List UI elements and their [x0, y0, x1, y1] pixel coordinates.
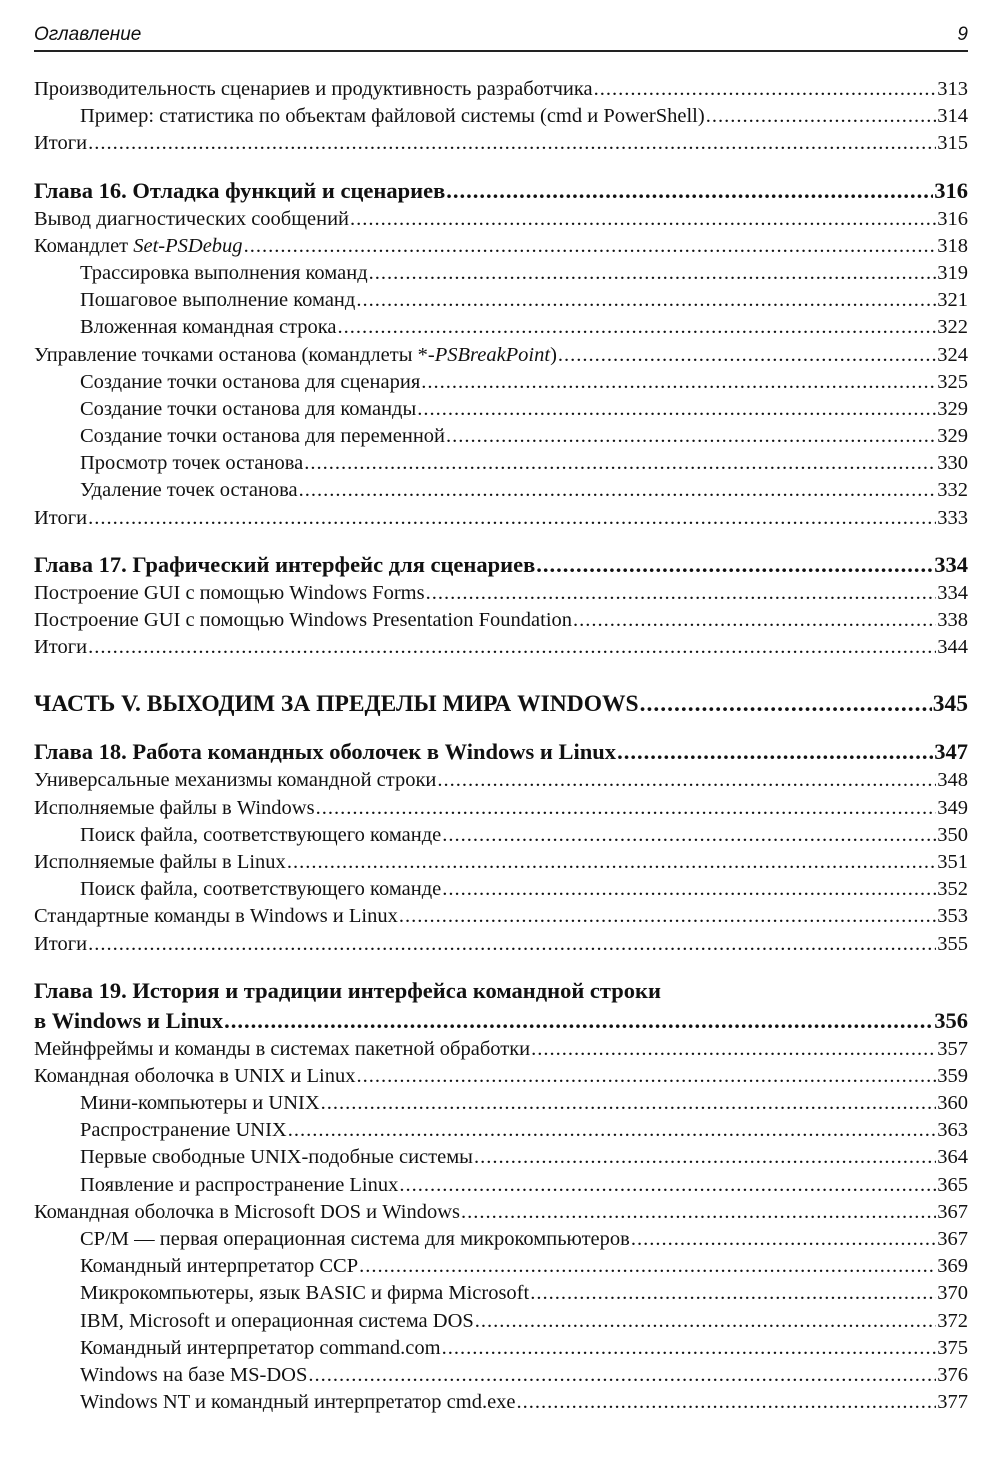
page-number: 9: [957, 24, 968, 45]
toc-entry[interactable]: Мейнфреймы и команды в системах пакетной обработки ..... 357: [34, 1036, 968, 1063]
toc-entry[interactable]: Первые свободные UNIX-подобные системы ..... 364: [34, 1144, 968, 1171]
toc-entry[interactable]: Итоги ..... 344: [34, 634, 968, 661]
toc-chapter-18[interactable]: Глава 18. Работа командных оболочек в Windows и Linux ..... 347: [34, 737, 968, 767]
toc-entry[interactable]: Итоги ..... 355: [34, 931, 968, 958]
running-title: Оглавление: [34, 24, 142, 45]
toc-entry[interactable]: Стандартные команды в Windows и Linux ..... 353: [34, 903, 968, 930]
toc-entry[interactable]: Микрокомпьютеры, язык BASIC и фирма Microsoft ..... 370: [34, 1280, 968, 1307]
toc-entry[interactable]: Создание точки останова для команды ..... 329: [34, 396, 968, 423]
toc-entry[interactable]: Появление и распространение Linux ..... 365: [34, 1172, 968, 1199]
toc-entry[interactable]: Поиск файла, соответствующего команде ..... 350: [34, 822, 968, 849]
toc-chapter-17[interactable]: Глава 17. Графический интерфейс для сценариев ..... 334: [34, 550, 968, 580]
toc-entry[interactable]: Итоги ..... 315: [34, 130, 968, 157]
toc-chapter-19[interactable]: в Windows и Linux ..... 356: [34, 1006, 968, 1036]
toc-part-5[interactable]: ЧАСТЬ V. ВЫХОДИМ ЗА ПРЕДЕЛЫ МИРА WINDOWS ..... 345: [34, 689, 968, 719]
toc-entry[interactable]: Пошаговое выполнение команд ..... 321: [34, 287, 968, 314]
toc-entry[interactable]: Командный интерпретатор CCP ..... 369: [34, 1253, 968, 1280]
toc-entry[interactable]: Удаление точек останова ..... 332: [34, 477, 968, 504]
toc-entry[interactable]: Мини-компьютеры и UNIX ..... 360: [34, 1090, 968, 1117]
toc-entry[interactable]: Исполняемые файлы в Windows ..... 349: [34, 795, 968, 822]
toc-entry[interactable]: Производительность сценариев и продуктивность разработчика ..... 313: [34, 76, 968, 103]
toc-entry[interactable]: CP/M — первая операционная система для микрокомпьютеров ..... 367: [34, 1226, 968, 1253]
toc-entry[interactable]: Командлет Set-PSDebug ..... 318: [34, 233, 968, 260]
toc-entry[interactable]: Вложенная командная строка ..... 322: [34, 314, 968, 341]
table-of-contents: [34, 76, 968, 1416]
toc-entry[interactable]: Поиск файла, соответствующего команде ..... 352: [34, 876, 968, 903]
toc-entry[interactable]: Построение GUI с помощью Windows Presentation Foundation ..... 338: [34, 607, 968, 634]
toc-entry[interactable]: Windows на базе MS-DOS ..... 376: [34, 1362, 968, 1389]
toc-entry[interactable]: Итоги ..... 333: [34, 505, 968, 532]
toc-entry[interactable]: Пример: статистика по объектам файловой системы (cmd и PowerShell) ..... 314: [34, 103, 968, 130]
toc-entry[interactable]: Windows NT и командный интерпретатор cmd.exe ..... 377: [34, 1389, 968, 1416]
toc-entry[interactable]: Командная оболочка в UNIX и Linux ..... 359: [34, 1063, 968, 1090]
page-header: [34, 22, 968, 52]
toc-entry[interactable]: Создание точки останова для переменной ..... 329: [34, 423, 968, 450]
toc-entry[interactable]: Командный интерпретатор command.com ..... 375: [34, 1335, 968, 1362]
toc-entry[interactable]: Исполняемые файлы в Linux ..... 351: [34, 849, 968, 876]
toc-entry[interactable]: Построение GUI с помощью Windows Forms ..... 334: [34, 580, 968, 607]
toc-entry[interactable]: Трассировка выполнения команд ..... 319: [34, 260, 968, 287]
toc-chapter-16[interactable]: Глава 16. Отладка функций и сценариев ..... 316: [34, 176, 968, 206]
toc-entry[interactable]: Вывод диагностических сообщений ..... 316: [34, 206, 968, 233]
toc-entry[interactable]: Командная оболочка в Microsoft DOS и Windows ..... 367: [34, 1199, 968, 1226]
toc-entry[interactable]: Распространение UNIX ..... 363: [34, 1117, 968, 1144]
toc-entry[interactable]: IBM, Microsoft и операционная система DOS ..... 372: [34, 1308, 968, 1335]
toc-entry[interactable]: Управление точками останова (командлеты *-PSBreakPoint) ..... 324: [34, 342, 968, 369]
toc-entry[interactable]: Универсальные механизмы командной строки ..... 348: [34, 767, 968, 794]
toc-chapter-19-title-line1[interactable]: Глава 19. История и традиции интерфейса командной строки: [34, 977, 661, 1003]
toc-entry[interactable]: Просмотр точек останова ..... 330: [34, 450, 968, 477]
toc-entry[interactable]: Создание точки останова для сценария ..... 325: [34, 369, 968, 396]
